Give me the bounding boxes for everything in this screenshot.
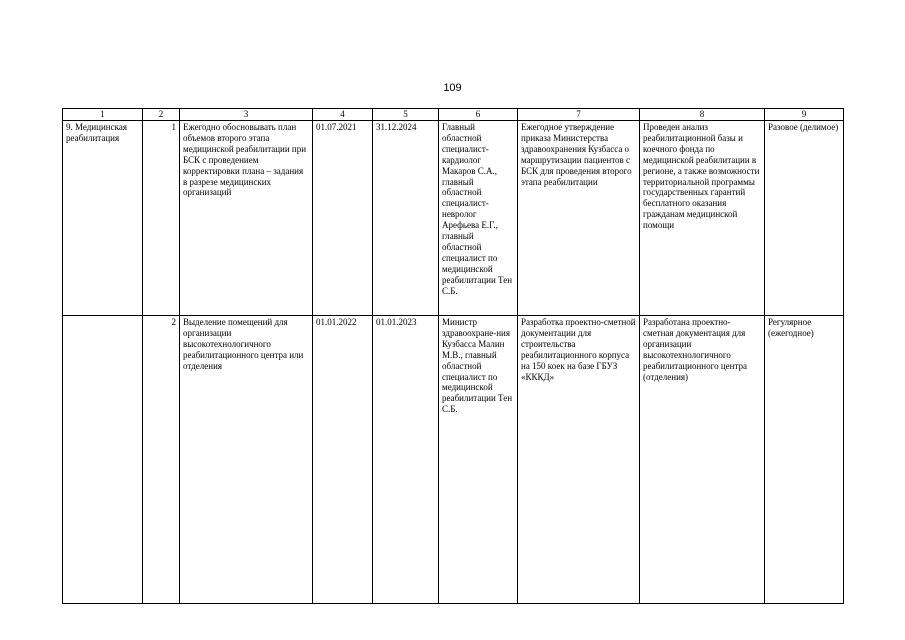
responsible-cell: Главный областной специалист-кардиолог Макаров С.А., главный областной специалист-невролог Арефьева Е.Г., главный областной специалист по медицинской реабилитации Тен С.Б. [439, 121, 518, 316]
column-number: 9 [765, 109, 844, 121]
end-date-cell: 01.01.2023 [373, 316, 439, 604]
periodicity-cell: Регулярное (ежегодное) [765, 316, 844, 604]
table-row [63, 121, 844, 316]
column-number: 5 [373, 109, 439, 121]
column-number: 7 [518, 109, 640, 121]
column-number-row [63, 109, 844, 121]
table-row [63, 316, 844, 604]
activity-plan-table [62, 108, 844, 604]
end-date-cell: 31.12.2024 [373, 121, 439, 316]
column-number: 2 [143, 109, 180, 121]
column-number: 6 [439, 109, 518, 121]
activity-cell: Ежегодно обосновывать план объемов второго этапа медицинской реабилитации при БСК с проведением корректировки плана – задания в разрезе медицинских организаций [180, 121, 313, 316]
responsible-cell: Министр здравоохране-ния Кузбасса Малин М.В., главный областной специалист по медицинской реабилитации Тен С.Б. [439, 316, 518, 604]
column-number: 4 [313, 109, 373, 121]
result-cell: Разработка проектно-сметной документации для строительства реабилитационного корпуса на 150 коек на базе ГБУЗ «КККД» [518, 316, 640, 604]
column-number: 1 [63, 109, 143, 121]
direction-cell: 9. Медицинская реабилитация [63, 121, 143, 316]
result-cell: Ежегодное утверждение приказа Министерства здравоохранения Кузбасса о маршрутизации пациентов с БСК для проведения второго этапа реабилитации [518, 121, 640, 316]
start-date-cell: 01.01.2022 [313, 316, 373, 604]
direction-cell [63, 316, 143, 604]
periodicity-cell: Разовое (делимое) [765, 121, 844, 316]
column-number: 3 [180, 109, 313, 121]
item-number-cell: 1 [143, 121, 180, 316]
column-number: 8 [640, 109, 765, 121]
activity-cell: Выделение помещений для организации высокотехнологичного реабилитационного центра или отделения [180, 316, 313, 604]
item-number-cell: 2 [143, 316, 180, 604]
indicator-cell: Проведен анализ реабилитационной базы и коечного фонда по медицинской реабилитации в регионе, а также возможности территориальной программы государственных гарантий бесплатного оказания гражданам медицинской помощи [640, 121, 765, 316]
start-date-cell: 01.07.2021 [313, 121, 373, 316]
page-number: 109 [443, 82, 462, 94]
indicator-cell: Разработана проектно-сметная документация для организации высокотехнологичного реабилитационного центра (отделения) [640, 316, 765, 604]
